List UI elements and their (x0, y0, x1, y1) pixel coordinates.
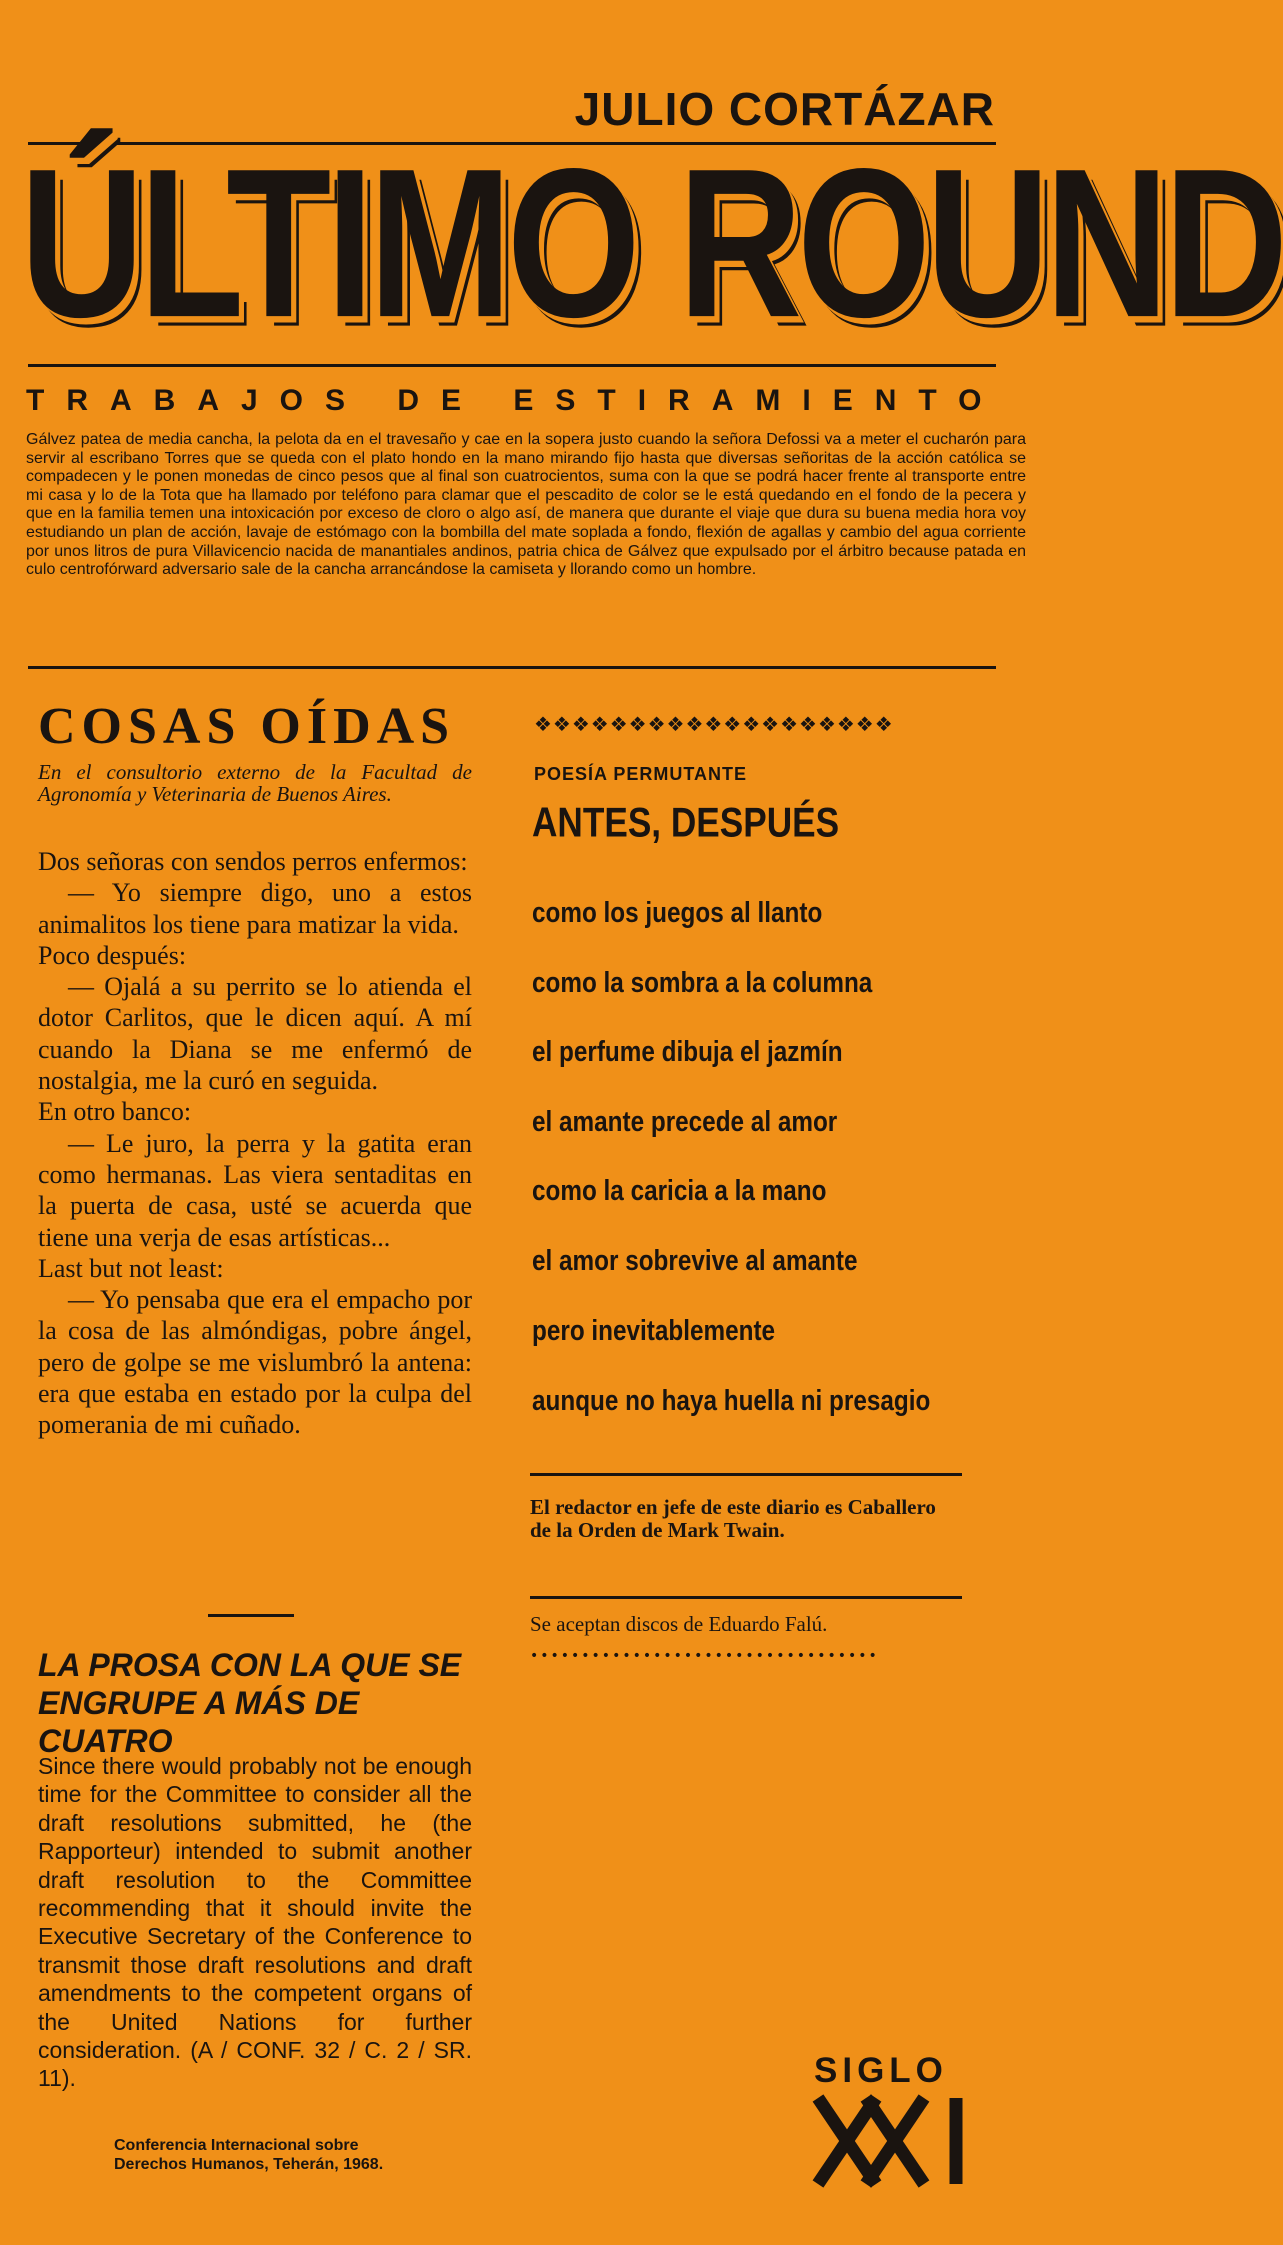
cosas-oidas-title: COSAS OÍDAS (38, 698, 456, 755)
notes-rule-top (530, 1473, 962, 1476)
cosas-dialogue: — Yo siempre digo, uno a estos animalitos los tiene para matizar la vida. (38, 878, 472, 939)
cosas-line: En otro banco: (38, 1097, 192, 1127)
xxi-logo-icon (814, 2094, 970, 2188)
prosa-body: Since there would probably not be enough time for the Committee to consider all the draft resolutions submitted, he (the Rapporteur) intended to submit another draft resolution to the Committee recommending that it should invite the Executive Secretary of the Conference to transmit those draft resolutions and draft amendments to the competent organs of the United Nations for further consideration. (A / CONF. 32 / C. 2 / SR. 11). (38, 1753, 472, 2092)
cosas-line: Dos señoras con sendos perros enfermos: (38, 847, 468, 876)
publisher-name: SIGLO (814, 2051, 948, 2090)
redactor-note: El redactor en jefe de este diario es Caballero de la Orden de Mark Twain. (530, 1495, 936, 1542)
poem-verse: el amante precede al amor (532, 1106, 838, 1138)
cosas-dialogue: — Yo pensaba que era el empacho por la cosa de las almóndigas, pobre ángel, pero de golpe se me vislumbró la antena: era que estaba en estado por la culpa del pomerania de mi cuñado. (38, 1285, 472, 1440)
prosa-title: LA PROSA CON LA QUE SE ENGRUPE A MÁS DE CUATRO (38, 1647, 462, 1759)
prosa-source (114, 2136, 474, 2174)
xxi-logo-text: XXI (814, 2094, 816, 2095)
intro-paragraph: Gálvez patea de media cancha, la pelota da en el travesaño y cae en la sopera justo cuando la señora Defossi va a meter el cucharón para servir al escribano Torres que se queda con el plato hondo en la mano mirando fijo hasta que diversas señoritas de la acción católica se compadecen y le ponen monedas de cinco pesos que al final son cuatrocientos, suma con la que se podrá hacer frente al transporte entre mi casa y lo de la Tota que ha llamado por teléfono para clamar que el pescadito de color se le está quedando en el fondo de la pecera y que en la familia temen una intoxicación por exceso de cloro o algo así, de manera que durante el viaje que dura su buena media hora voy estudiando un plan de acción, lavaje de estómago con la bombilla del mate soplada a fondo, flexión de agallas y cambio del agua corriente por unos litros de pura Villavicencio nacida de manantiales andinos, patria chica de Gálvez que expulsado por el árbitro because patada en culo centrofórward adversario sale de la cancha arrancándose la camiseta y llorando como un hombre. (26, 431, 1026, 579)
header-rule-mid (28, 364, 996, 367)
poem-verse: el perfume dibuja el jazmín (532, 1036, 843, 1068)
book-subtitle: TRABAJOS DE ESTIRAMIENTO (26, 384, 1004, 417)
notes-rule-bottom (530, 1596, 962, 1599)
poem-title: ANTES, DESPUÉS (532, 800, 840, 846)
prosa-source-line: Derechos Humanos, Teherán, 1968. (114, 2156, 384, 2173)
section-divider (208, 1614, 294, 1617)
cosas-oidas-subtitle: En el consultorio externo de la Facultad de Agronomía y Veterinaria de Buenos Aires. (38, 760, 472, 806)
cosas-line: Poco después: (38, 940, 187, 970)
poesia-kicker: POESÍA PERMUTANTE (534, 764, 748, 784)
poem-verse: como los juegos al llanto (532, 897, 823, 929)
cosas-line: Last but not least: (38, 1253, 224, 1283)
dot-ornament-row: •••••••••••••••••••••••••••••••••• (530, 1648, 879, 1664)
poem-verse: como la sombra a la columna (532, 967, 873, 999)
header-rule-bottom (28, 666, 996, 669)
poem-verse: como la caricia a la mano (532, 1175, 827, 1207)
poem-verse: el amor sobrevive al amante (532, 1245, 858, 1277)
diamond-ornament-row: ❖❖❖❖❖❖❖❖❖❖❖❖❖❖❖❖❖❖❖ (534, 712, 894, 736)
falu-note: Se aceptan discos de Eduardo Falú. (530, 1612, 828, 1636)
cosas-dialogue: — Le juro, la perra y la gatita eran como hermanas. Las viera sentaditas en la puerta de casa, usté se acuerda que tiene una verja de esas artísticas... (38, 1128, 472, 1252)
prosa-source-line: Conferencia Internacional sobre (114, 2137, 359, 2154)
poem-verse: pero inevitablemente (532, 1315, 776, 1347)
author-name: JULIO CORTÁZAR (574, 83, 995, 135)
book-title: ÚLTIMO ROUND (20, 125, 1283, 362)
cosas-oidas-body (38, 846, 472, 1441)
poem-verse: aunque no haya huella ni presagio (532, 1385, 931, 1417)
cosas-dialogue: — Ojalá a su perrito se lo atienda el dotor Carlitos, que le dicen aquí. A mí cuando la Diana se me enfermó de nostalgia, me la curó en seguida. (38, 972, 472, 1096)
